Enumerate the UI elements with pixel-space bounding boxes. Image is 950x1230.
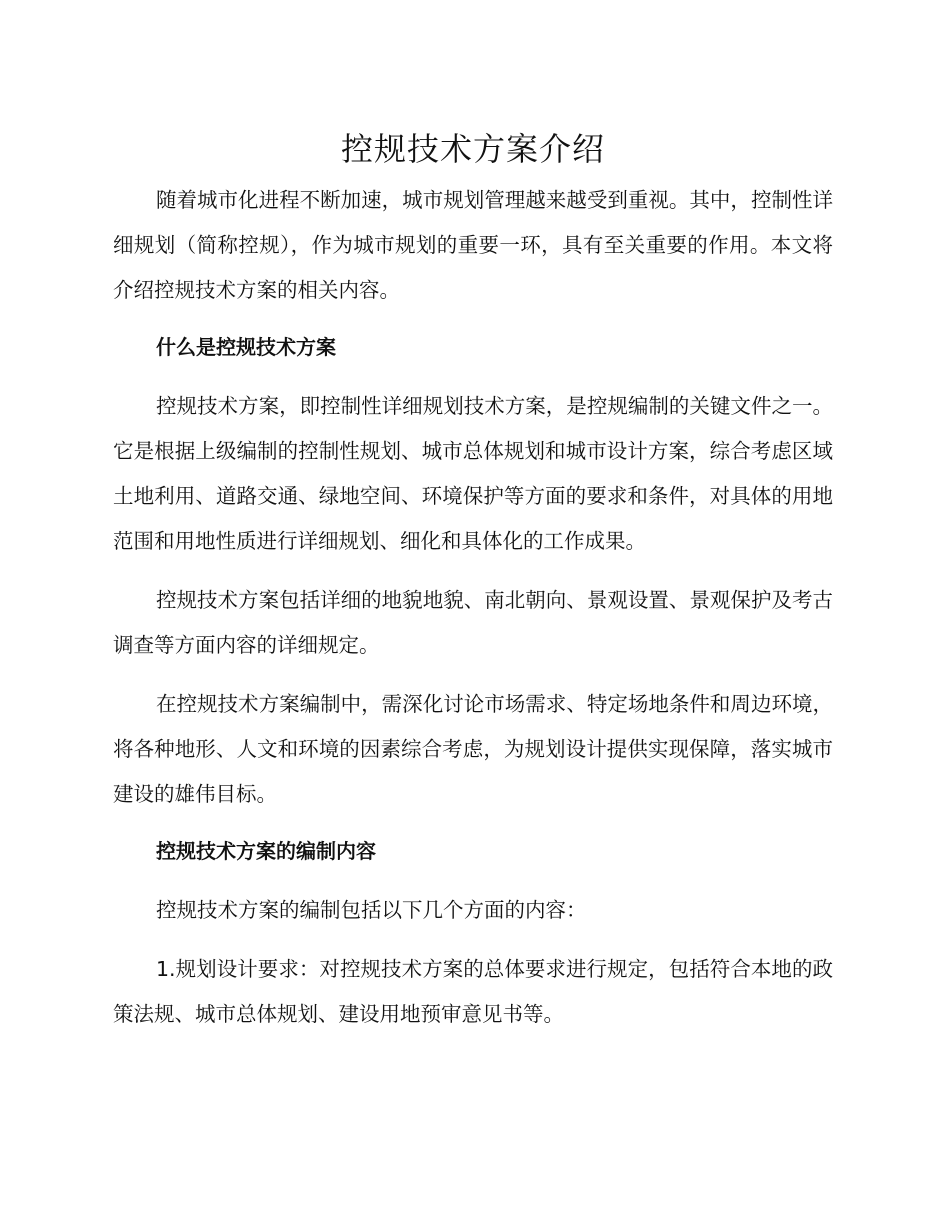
document-title: 控规技术方案介绍 bbox=[340, 130, 605, 168]
section-heading-what-is: 什么是控规技术方案 bbox=[156, 335, 336, 359]
section-heading-contents: 控规技术方案的编制内容 bbox=[156, 839, 376, 863]
section1-paragraph-3: 在控规技术方案编制中，需深化讨论市场需求、特定场地条件和周边环境，将各种地形、人文和环境的因素综合考虑，为规划设计提供实现保障，落实城市建设的雄伟目标。 bbox=[113, 692, 833, 806]
section1-paragraph-1: 控规技术方案，即控制性详细规划技术方案，是控规编制的关键文件之一。它是根据上级编制的控制性规划、城市总体规划和城市设计方案，综合考虑区域土地利用、道路交通、绿地空间、环境保护等方面的要求和条件，对具体的用地范围和用地性质进行详细规划、细化和具体化的工作成果。 bbox=[113, 394, 833, 553]
section2-paragraph-1: 控规技术方案的编制包括以下几个方面的内容： bbox=[156, 898, 587, 922]
section1-paragraph-2: 控规技术方案包括详细的地貌地貌、南北朝向、景观设置、景观保护及考古调查等方面内容的详细规定。 bbox=[113, 588, 833, 657]
intro-paragraph: 随着城市化进程不断加速，城市规划管理越来越受到重视。其中，控制性详细规划（简称控规），作为城市规划的重要一环，具有至关重要的作用。本文将介绍控规技术方案的相关内容。 bbox=[113, 188, 833, 302]
section2-list-item-1: 1.规划设计要求：对控规技术方案的总体要求进行规定，包括符合本地的政策法规、城市总体规划、建设用地预审意见书等。 bbox=[113, 957, 833, 1026]
document-page bbox=[113, 126, 833, 1037]
